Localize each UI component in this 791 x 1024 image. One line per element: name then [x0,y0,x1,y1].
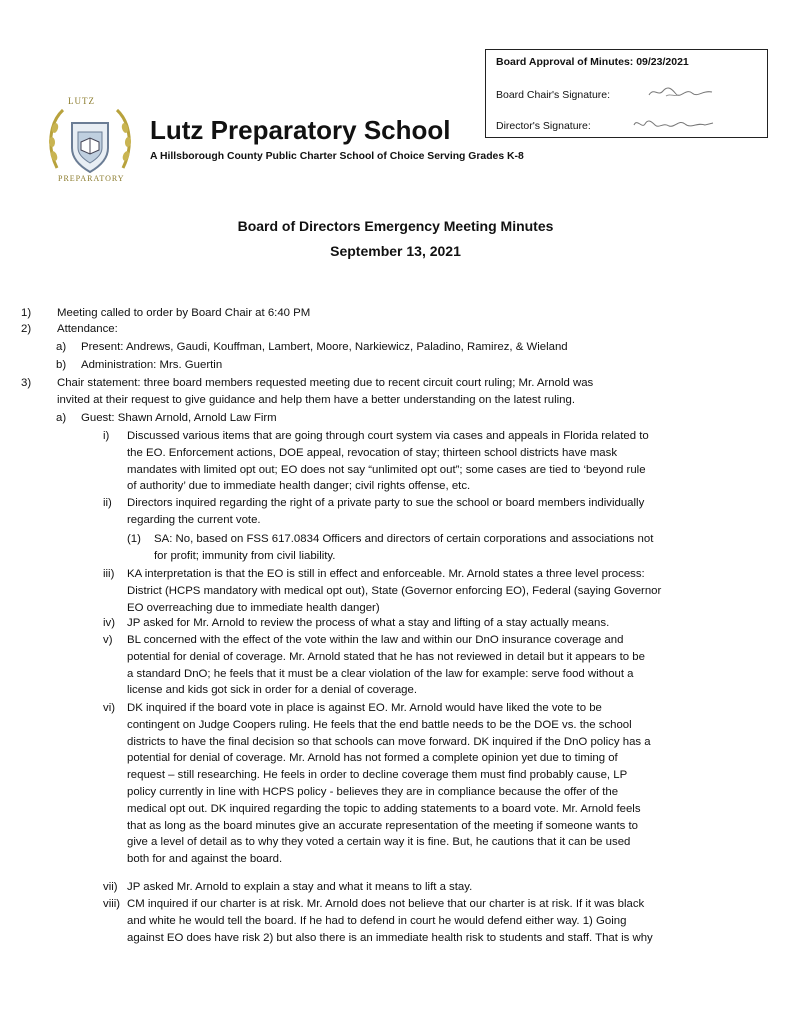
meeting-date: September 13, 2021 [330,243,461,259]
minutes-line: JP asked for Mr. Arnold to review the process of what a stay and lifting of a stay actually means. [127,617,610,629]
minutes-line: and white he would tell the board. If he had to defend in court he would defend either way. 1) Going [127,914,627,927]
minutes-line: invited at their request to give guidance and help them have a better understanding on the latest ruling. [57,393,575,406]
minutes-line: policy currently in line with HCPS policy - believes they are in compliance because the offer of the [127,786,619,798]
minutes-line: JP asked Mr. Arnold to explain a stay and what it means to lift a stay. [127,881,473,893]
item-marker: b) [56,359,67,371]
item-marker: v) [103,634,113,646]
document-title: Board of Directors Emergency Meeting Minutes [237,218,554,234]
minutes-line: EO overreaching due to immediate health danger) [127,601,380,614]
logo-top-text: LUTZ [68,96,95,106]
item-marker: a) [56,412,67,424]
minutes-line: BL concerned with the effect of the vote within the law and within our DnO insurance coverage and [127,634,624,646]
minutes-line: CM inquired if our charter is at risk. Mr. Arnold does not believe that our charter is at risk. If it was black [127,898,645,910]
item-marker: i) [103,430,110,442]
board-chair-signature-label: Board Chair's Signature: [496,89,611,101]
item-marker: 1) [21,307,32,319]
board-chair-signature [646,84,716,100]
logo-bottom-text: PREPARATORY [58,174,125,183]
director-signature-label: Director's Signature: [496,120,591,132]
minutes-line: Administration: Mrs. Guertin [81,359,223,371]
minutes-line: a standard DnO; he feels that it must be a clear violation of the law for example: serve food without a [127,667,634,680]
minutes-line: request – still researching. He feels in order to decline coverage them must find probably cause, LP [127,769,628,782]
minutes-line: Guest: Shawn Arnold, Arnold Law Firm [81,412,277,424]
item-marker: ii) [103,497,112,509]
item-marker: 2) [21,323,32,335]
board-approval-box [485,49,768,138]
director-signature [631,116,716,132]
minutes-line: contingent on Judge Coopers ruling. He feels that the end battle needs to be the DOE vs. the school [127,718,632,731]
minutes-line: regarding the current vote. [127,513,261,526]
minutes-line: Present: Andrews, Gaudi, Kouffman, Lambert, Moore, Narkiewicz, Paladino, Ramirez, & Wieland [81,341,568,353]
board-approval-date: Board Approval of Minutes: 09/23/2021 [496,56,689,68]
school-name: Lutz Preparatory School [150,115,451,145]
minutes-line: districts to have the final decision so that schools can move forward. DK inquired if the DnO policy has a [127,735,651,748]
minutes-line: potential for denial of coverage. Mr. Arnold has not formed a complete opinion yet due to timing of [127,752,618,765]
minutes-line: Meeting called to order by Board Chair at 6:40 PM [57,307,311,319]
school-tagline: A Hillsborough County Public Charter School of Choice Serving Grades K-8 [150,151,524,162]
item-marker: iii) [103,568,115,580]
minutes-line: against EO does have risk 2) but also there is an immediate health risk to students and staff. That is why [127,931,653,944]
minutes-line: Directors inquired regarding the right of a private party to sue the school or board members individually [127,497,645,509]
minutes-line: DK inquired if the board vote in place is against EO. Mr. Arnold would have liked the vote to be [127,702,602,714]
minutes-line: Chair statement: three board members requested meeting due to recent circuit court ruling; Mr. Arnold was [57,377,594,389]
item-marker: a) [56,341,67,353]
item-marker: vii) [103,881,118,893]
minutes-line: SA: No, based on FSS 617.0834 Officers and directors of certain corporations and associations not [154,533,654,545]
minutes-line: KA interpretation is that the EO is still in effect and enforceable. Mr. Arnold states a three level process: [127,568,645,580]
minutes-line: Attendance: [57,323,118,335]
minutes-line: for profit; immunity from civil liability. [154,549,336,562]
minutes-line: mandates with limited opt out; EO does not say “unlimited opt out”; some cases are tied to ‘beyond rule [127,463,646,476]
item-marker: 3) [21,377,32,389]
minutes-line: medical opt out. DK inquired regarding the topic to adding statements to a board vote. Mr. Arnold feels [127,802,641,815]
item-marker: viii) [103,898,121,910]
minutes-line: that as long as the board minutes give an accurate representation of the meeting if someone wants to [127,819,638,832]
minutes-line: potential for denial of coverage. Mr. Arnold stated that he has not reviewed in detail but it appears to be [127,650,645,663]
minutes-line: Discussed various items that are going through court system via cases and appeals in Florida related to [127,430,649,442]
minutes-line: give a level of detail as to why they voted a certain way it is fine. But, he cautions that it can be used [127,836,631,849]
item-marker: (1) [127,533,141,545]
minutes-line: license and kids got sick in order for a denial of coverage. [127,684,417,697]
minutes-line: both for and against the board. [127,853,283,866]
minutes-line: of authority’ due to immediate health danger; civil rights offense, etc. [127,480,471,493]
item-marker: vi) [103,702,116,714]
minutes-line: District (HCPS mandatory with medical opt out), State (Governor enforcing EO), Federal (saying Governor [127,584,662,597]
minutes-line: the EO. Enforcement actions, DOE appeal, revocation of stay; thirteen school districts have mask [127,446,618,459]
item-marker: iv) [103,617,116,629]
